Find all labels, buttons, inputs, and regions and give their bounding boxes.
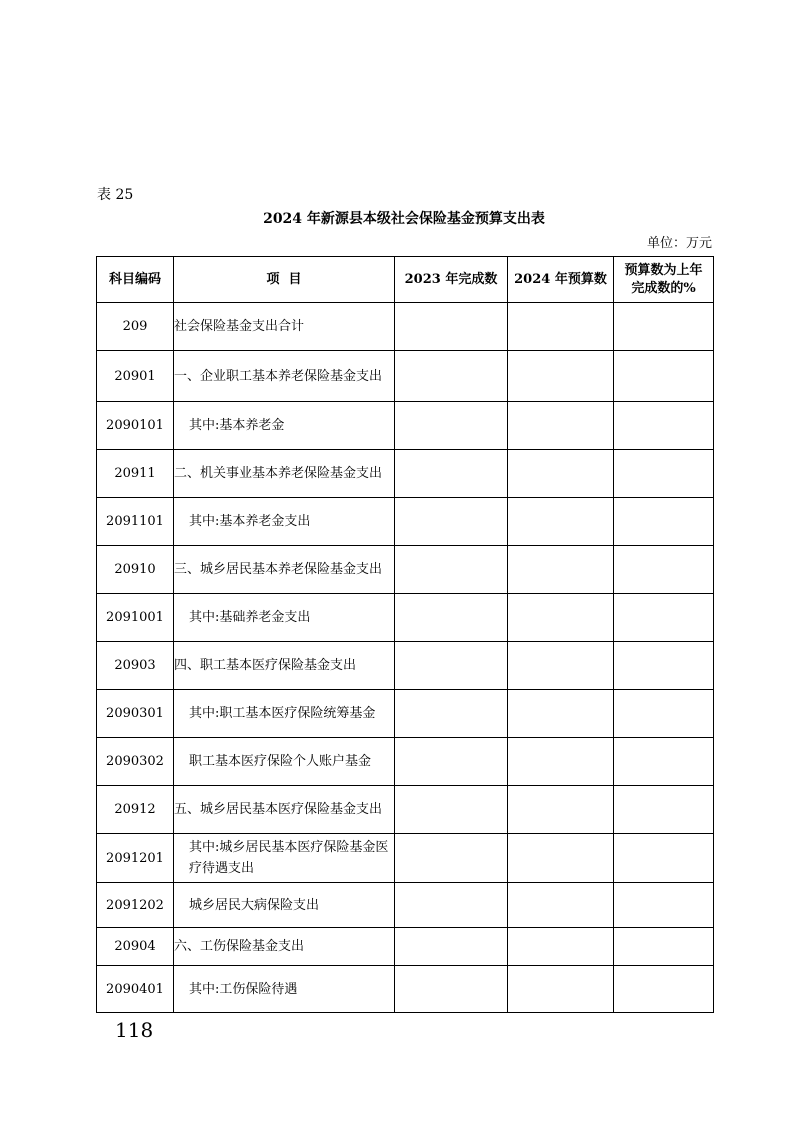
table-row	[97, 303, 714, 351]
completed-2023-cell	[395, 928, 508, 966]
budget-2024-cell	[508, 642, 614, 690]
ratio-cell	[614, 738, 714, 786]
item-name-cell: 其中:城乡居民基本医疗保险基金医疗待遇支出	[174, 834, 395, 883]
completed-2023-cell	[395, 498, 508, 546]
completed-2023-cell	[395, 594, 508, 642]
ratio-cell	[614, 928, 714, 966]
ratio-cell	[614, 690, 714, 738]
ratio-cell	[614, 883, 714, 928]
budget-2024-cell	[508, 690, 614, 738]
table-label: 表 25	[97, 187, 134, 203]
completed-2023-cell	[395, 690, 508, 738]
budget-2024-cell	[508, 834, 614, 883]
header-subject-code: 科目编码	[97, 257, 174, 303]
ratio-cell	[614, 351, 714, 402]
header-ratio: 预算数为上年完成数的%	[614, 257, 714, 303]
ratio-cell	[614, 450, 714, 498]
ratio-cell	[614, 786, 714, 834]
subject-code-cell: 2090301	[97, 690, 174, 738]
subject-code-cell: 20912	[97, 786, 174, 834]
table-row	[97, 546, 714, 594]
completed-2023-cell	[395, 834, 508, 883]
completed-2023-cell	[395, 303, 508, 351]
table-row	[97, 594, 714, 642]
ratio-cell	[614, 303, 714, 351]
subject-code-cell: 20904	[97, 928, 174, 966]
table-row	[97, 498, 714, 546]
table-row	[97, 642, 714, 690]
item-name-cell: 五、城乡居民基本医疗保险基金支出	[174, 786, 395, 834]
table-row	[97, 402, 714, 450]
subject-code-cell: 2091202	[97, 883, 174, 928]
budget-2024-cell	[508, 738, 614, 786]
item-name-cell: 职工基本医疗保险个人账户基金	[174, 738, 395, 786]
subject-code-cell: 20911	[97, 450, 174, 498]
completed-2023-cell	[395, 883, 508, 928]
header-item: 项 目	[174, 257, 395, 303]
item-name-cell: 一、企业职工基本养老保险基金支出	[174, 351, 395, 402]
subject-code-cell: 20910	[97, 546, 174, 594]
item-name-cell: 社会保险基金支出合计	[174, 303, 395, 351]
ratio-cell	[614, 834, 714, 883]
budget-2024-cell	[508, 498, 614, 546]
item-name-cell: 城乡居民大病保险支出	[174, 883, 395, 928]
ratio-cell	[614, 642, 714, 690]
table-header-row	[97, 257, 714, 303]
completed-2023-cell	[395, 738, 508, 786]
subject-code-cell: 209	[97, 303, 174, 351]
subject-code-cell: 2090401	[97, 966, 174, 1013]
subject-code-cell: 2091101	[97, 498, 174, 546]
budget-expenditure-table	[96, 256, 714, 1013]
table-row	[97, 928, 714, 966]
budget-2024-cell	[508, 883, 614, 928]
item-name-cell: 其中:基础养老金支出	[174, 594, 395, 642]
table-row	[97, 351, 714, 402]
unit-label: 单位：万元	[646, 236, 712, 251]
header-completed-2023: 2023 年完成数	[395, 257, 508, 303]
subject-code-cell: 2090101	[97, 402, 174, 450]
completed-2023-cell	[395, 351, 508, 402]
completed-2023-cell	[395, 786, 508, 834]
completed-2023-cell	[395, 546, 508, 594]
completed-2023-cell	[395, 642, 508, 690]
budget-2024-cell	[508, 351, 614, 402]
ratio-cell	[614, 966, 714, 1013]
table-row	[97, 738, 714, 786]
subject-code-cell: 2091201	[97, 834, 174, 883]
ratio-cell	[614, 402, 714, 450]
item-name-cell: 其中:职工基本医疗保险统筹基金	[174, 690, 395, 738]
ratio-cell	[614, 594, 714, 642]
ratio-cell	[614, 546, 714, 594]
completed-2023-cell	[395, 450, 508, 498]
table-row	[97, 834, 714, 883]
ratio-cell	[614, 498, 714, 546]
item-name-cell: 三、城乡居民基本养老保险基金支出	[174, 546, 395, 594]
item-name-cell: 六、工伤保险基金支出	[174, 928, 395, 966]
completed-2023-cell	[395, 402, 508, 450]
subject-code-cell: 20901	[97, 351, 174, 402]
budget-2024-cell	[508, 546, 614, 594]
budget-2024-cell	[508, 928, 614, 966]
table-row	[97, 450, 714, 498]
item-name-cell: 四、职工基本医疗保险基金支出	[174, 642, 395, 690]
budget-2024-cell	[508, 786, 614, 834]
subject-code-cell: 20903	[97, 642, 174, 690]
document-title: 2024 年新源县本级社会保险基金预算支出表	[263, 211, 545, 227]
item-name-cell: 其中:基本养老金	[174, 402, 395, 450]
item-name-cell: 二、机关事业基本养老保险基金支出	[174, 450, 395, 498]
budget-2024-cell	[508, 966, 614, 1013]
header-budget-2024: 2024 年预算数	[508, 257, 614, 303]
budget-2024-cell	[508, 303, 614, 351]
subject-code-cell: 2091001	[97, 594, 174, 642]
table-row	[97, 690, 714, 738]
completed-2023-cell	[395, 966, 508, 1013]
budget-2024-cell	[508, 594, 614, 642]
table-row	[97, 966, 714, 1013]
budget-2024-cell	[508, 450, 614, 498]
item-name-cell: 其中:工伤保险待遇	[174, 966, 395, 1013]
table-row	[97, 786, 714, 834]
item-name-cell: 其中:基本养老金支出	[174, 498, 395, 546]
subject-code-cell: 2090302	[97, 738, 174, 786]
budget-2024-cell	[508, 402, 614, 450]
page-number: 118	[115, 1018, 154, 1042]
table-row	[97, 883, 714, 928]
